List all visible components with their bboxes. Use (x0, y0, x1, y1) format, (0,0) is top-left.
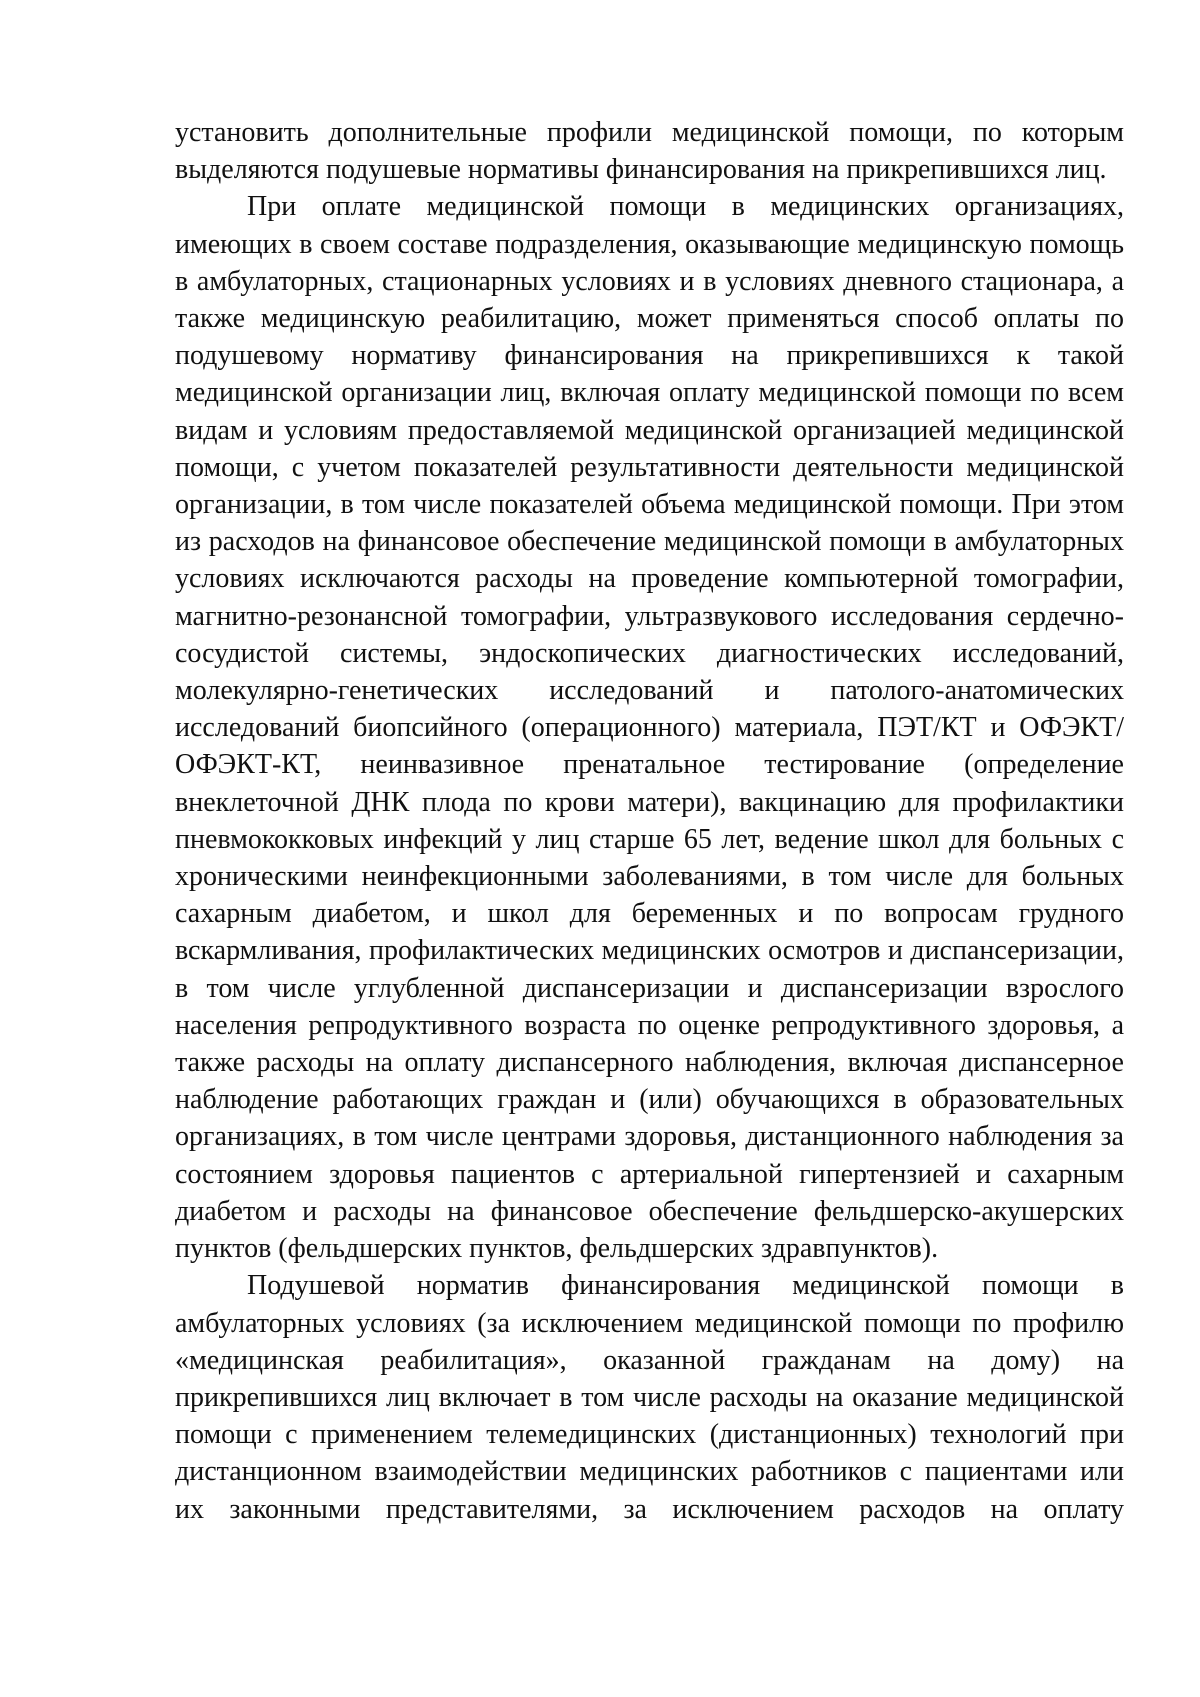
document-body (175, 114, 1124, 1528)
paragraph-capitation-payment: При оплате медицинской помощи в медицинских организациях, имеющих в своем составе подразделения, оказывающие медицинскую помощь в амбулаторных, стационарных условиях и в условиях дневного стационара, а также медицинскую реабилитацию, может применяться способ оплаты по подушевому нормативу финансирования на прикрепившихся к такой медицинской организации лиц, включая оплату медицинской помощи по всем видам и условиям предоставляемой медицинской организацией медицинской помощи, с учетом показателей результативности деятельности медицинской организации, в том числе показателей объема медицинской помощи. При этом из расходов на финансовое обеспечение медицинской помощи в амбулаторных условиях исключаются расходы на проведение компьютерной томографии, магнитно-резонансной томографии, ультразвукового исследования сердечно-сосудистой системы, эндоскопических диагностических исследований, молекулярно-генетических исследований и патолого-анатомических исследований биопсийного (операционного) материала, ПЭТ/КТ и ОФЭКТ/ОФЭКТ-КТ, неинвазивное пренатальное тестирование (определение внеклеточной ДНК плода по крови матери), вакцинацию для профилактики пневмококковых инфекций у лиц старше 65 лет, ведение школ для больных с хроническими неинфекционными заболеваниями, в том числе для больных сахарным диабетом, и школ для беременных и по вопросам грудного вскармливания, профилактических медицинских осмотров и диспансеризации, в том числе углубленной диспансеризации и диспансеризации взрослого населения репродуктивного возраста по оценке репродуктивного здоровья, а также расходы на оплату диспансерного наблюдения, включая диспансерное наблюдение работающих граждан и (или) обучающихся в образовательных организациях, в том числе центрами здоровья, дистанционного наблюдения за состоянием здоровья пациентов с артериальной гипертензией и сахарным диабетом и расходы на финансовое обеспечение фельдшерско-акушерских пунктов (фельдшерских пунктов, фельдшерских здравпунктов). (175, 191, 1124, 1265)
paragraph-capitation-norm: Подушевой норматив финансирования медицинской помощи в амбулаторных условиях (за исключением медицинской помощи по профилю «медицинская реабилитация», оказанной гражданам на дому) на прикрепившихся лиц включает в том числе расходы на оказание медицинской помощи с применением телемедицинских (дистанционных) технологий при дистанционном взаимодействии медицинских работников с пациентами или их законными представителями, за исключением расходов на оплату (175, 1270, 1124, 1525)
paragraph-continuation: установить дополнительные профили медицинской помощи, по которым выделяются подушевые нормативы финансирования на прикрепившихся лиц. (175, 117, 1124, 186)
